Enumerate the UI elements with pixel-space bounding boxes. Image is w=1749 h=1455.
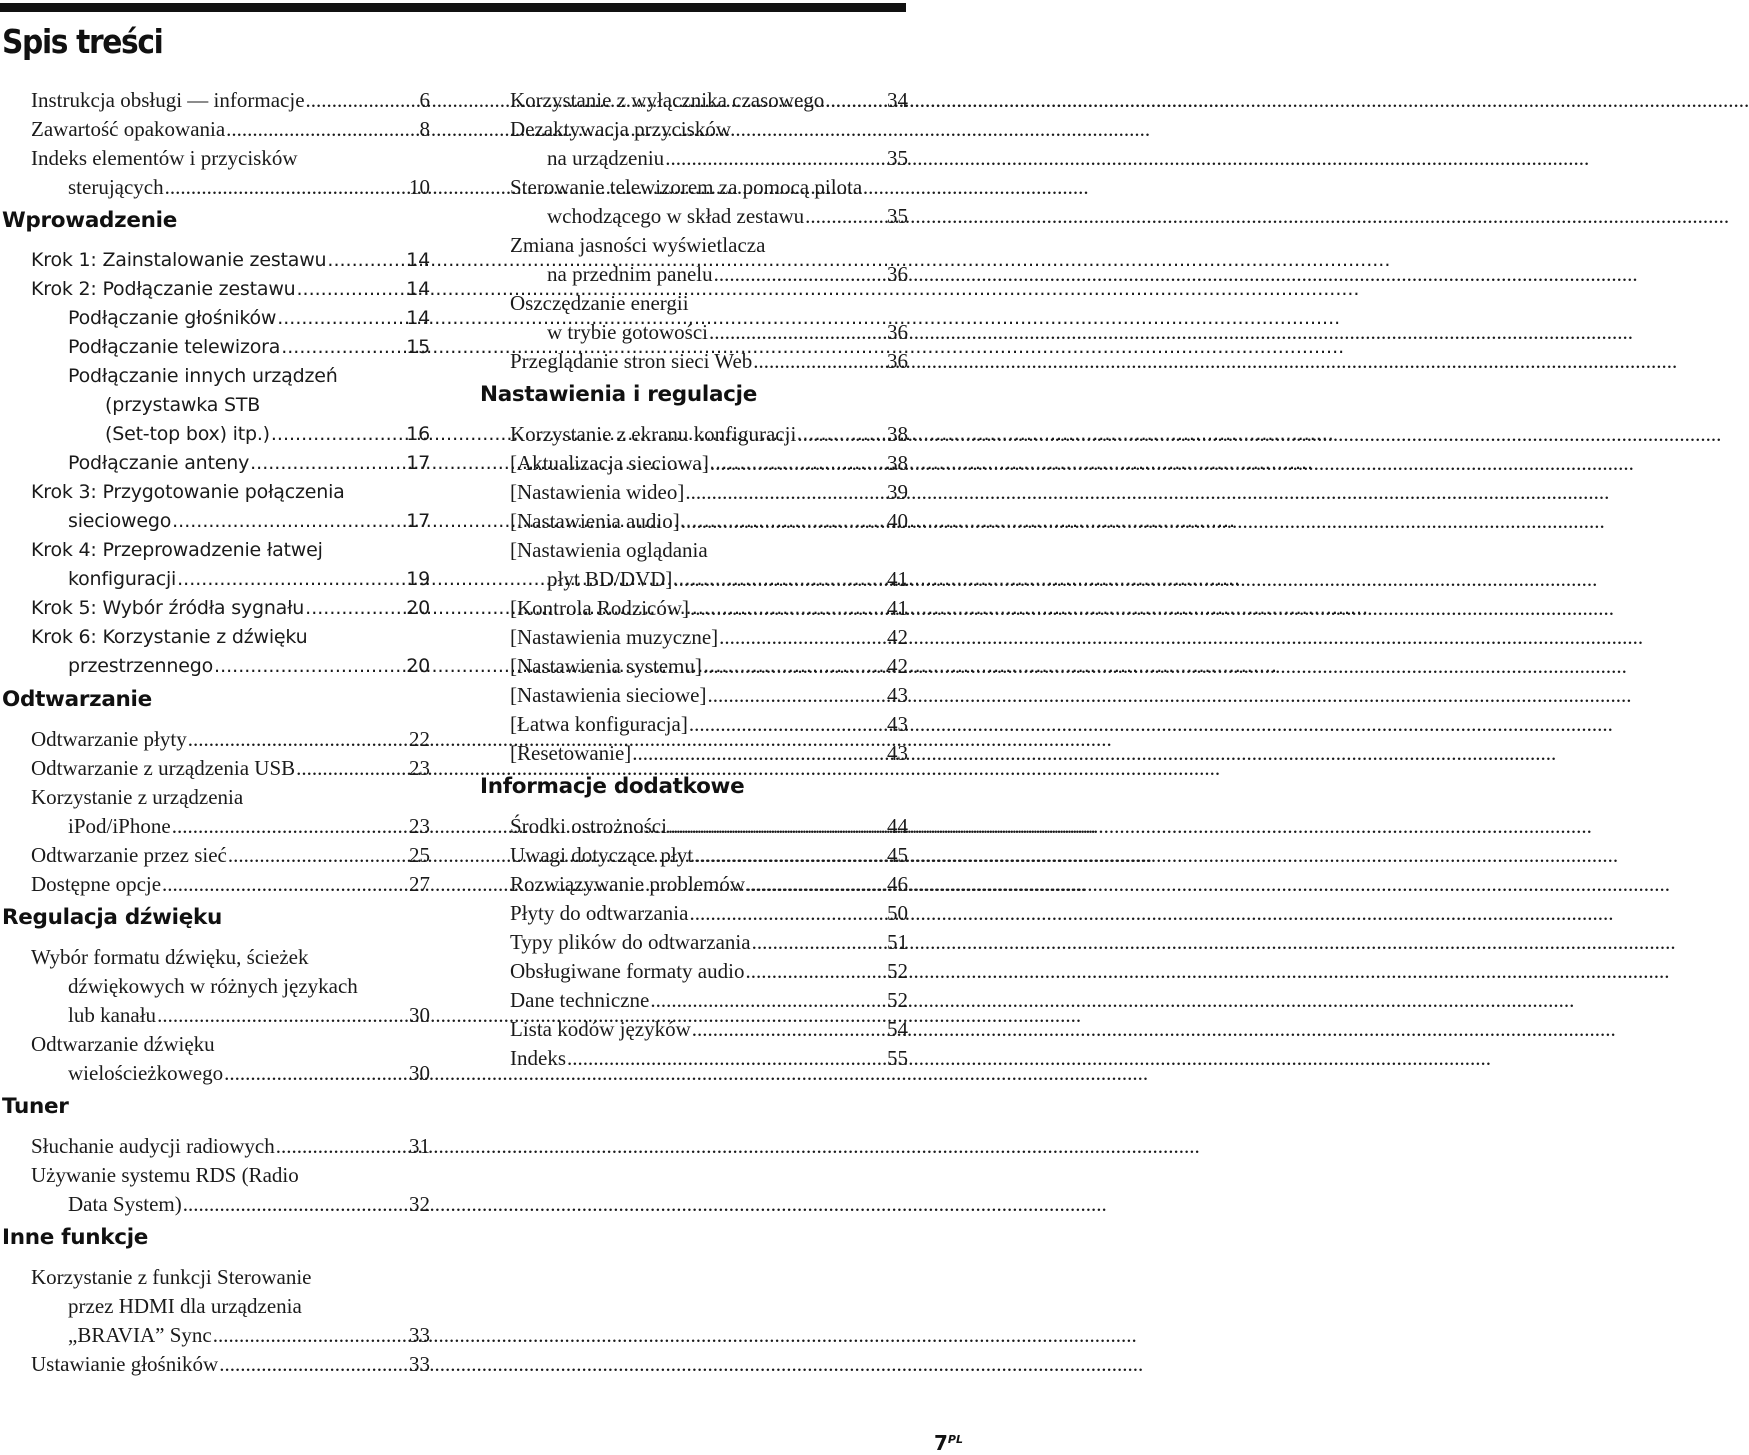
dot-leader <box>566 1044 887 1073</box>
toc-entry-title: [Nastawienia oglądania <box>510 538 708 562</box>
toc-page-number: 43 <box>887 683 908 707</box>
dot-leader <box>718 623 887 652</box>
toc-entry-title: przestrzennego <box>68 655 214 677</box>
toc-page-number: 45 <box>887 843 908 867</box>
toc-entry-title: Podłączanie innych urządzeń <box>68 365 338 387</box>
dot-leader <box>649 986 887 1015</box>
toc-entry-title: Instrukcja obsługi — informacje <box>31 88 305 112</box>
toc-entry-line <box>31 783 430 812</box>
toc-entry-title: dźwiękowych w różnych językach <box>68 974 358 998</box>
toc-page-number: 10 <box>409 175 430 199</box>
dot-leader <box>709 449 887 478</box>
toc-entry[interactable] <box>31 841 430 870</box>
toc-entry[interactable] <box>510 594 908 623</box>
dot-leader <box>688 710 887 739</box>
dot-leader <box>684 478 887 507</box>
toc-entry-title: sterujących <box>68 175 164 199</box>
dot-leader <box>276 304 406 333</box>
dot-leader <box>745 870 887 899</box>
toc-entry[interactable] <box>510 681 908 710</box>
toc-page-number: 6 <box>419 88 430 112</box>
toc-entry-title: [Nastawienia audio] <box>510 509 680 533</box>
toc-entry-title: Krok 5: Wybór źródła sygnału <box>31 597 305 619</box>
section-heading: Inne funkcje <box>2 1225 149 1250</box>
toc-page-number: 33 <box>409 1352 430 1376</box>
toc-entry-line <box>68 1292 430 1321</box>
dot-leader <box>304 594 406 623</box>
top-rule <box>0 3 906 12</box>
toc-entry[interactable] <box>31 870 430 899</box>
toc-entry[interactable] <box>68 1059 430 1088</box>
toc-entry[interactable] <box>510 652 908 681</box>
toc-entry-title: [Nastawienia muzyczne] <box>510 625 719 649</box>
toc-entry-title: Dostępne opcje <box>31 872 162 896</box>
toc-page-number: 36 <box>887 262 908 286</box>
dot-leader <box>824 86 887 115</box>
toc-entry-title: Odtwarzanie z urządzenia USB <box>31 756 296 780</box>
toc-page-number: 38 <box>887 451 908 475</box>
toc-entry-line <box>510 289 908 318</box>
toc-entry[interactable] <box>510 1044 908 1073</box>
toc-entry-title: Zmiana jasności wyświetlacza <box>510 233 766 257</box>
toc-entry[interactable] <box>510 420 908 449</box>
page-title: Spis treści <box>2 22 163 61</box>
toc-entry[interactable] <box>510 710 908 739</box>
toc-entry[interactable] <box>31 1350 430 1379</box>
toc-entry[interactable] <box>510 899 908 928</box>
toc-page-number: 32 <box>409 1192 430 1216</box>
toc-page-number: 43 <box>887 712 908 736</box>
dot-leader <box>667 812 887 841</box>
toc-entry-title: Korzystanie z ekranu konfiguracji <box>510 422 797 446</box>
toc-page-number: 43 <box>887 741 908 765</box>
dot-leader <box>305 86 420 115</box>
toc-entry-line <box>31 623 430 652</box>
toc-entry-title: Indeks elementów i przycisków <box>31 146 298 170</box>
section-heading: Informacje dodatkowe <box>480 774 745 799</box>
dot-leader <box>296 275 407 304</box>
toc-entry[interactable] <box>68 304 430 333</box>
toc-entry-line <box>68 972 430 1001</box>
toc-entry-title: Korzystanie z funkcji Sterowanie <box>31 1265 312 1289</box>
toc-page-number: 23 <box>409 814 430 838</box>
dot-leader <box>672 565 887 594</box>
toc-entry-title: Odtwarzanie przez sieć <box>31 843 227 867</box>
toc-page-number: 39 <box>887 480 908 504</box>
toc-entry-title: sieciowego <box>68 510 172 532</box>
toc-page-number: 14 <box>406 278 430 300</box>
toc-page-number: 22 <box>409 727 430 751</box>
toc-entry-line <box>31 1161 430 1190</box>
dot-leader <box>688 899 887 928</box>
toc-entry[interactable] <box>510 623 908 652</box>
toc-entry[interactable] <box>510 957 908 986</box>
toc-entry[interactable] <box>547 260 908 289</box>
dot-leader <box>176 565 406 594</box>
dot-leader <box>691 1015 887 1044</box>
dot-leader <box>631 739 887 768</box>
dot-leader <box>212 1321 409 1350</box>
toc-page-number: 46 <box>887 872 908 896</box>
toc-entry-line <box>31 478 430 507</box>
toc-entry[interactable] <box>68 449 430 478</box>
toc-entry-title: Data System) <box>68 1192 182 1216</box>
toc-entry[interactable] <box>31 246 430 275</box>
toc-entry-line <box>31 536 430 565</box>
dot-leader <box>751 928 887 957</box>
dot-leader <box>804 202 887 231</box>
toc-entry[interactable] <box>510 86 908 115</box>
toc-entry-title: Krok 2: Podłączanie zestawu <box>31 278 296 300</box>
toc-page-number: 41 <box>887 567 908 591</box>
toc-page-number: 52 <box>887 988 908 1012</box>
toc-page-number: 19 <box>406 568 430 590</box>
toc-entry-title: płyt BD/DVD] <box>547 567 673 591</box>
toc-page-number: 35 <box>887 146 908 170</box>
toc-entry-line <box>510 231 908 260</box>
toc-entry-title: przez HDMI dla urządzenia <box>68 1294 302 1318</box>
toc-entry[interactable] <box>68 1190 430 1219</box>
toc-entry[interactable] <box>547 202 908 231</box>
dot-leader <box>182 1190 409 1219</box>
dot-leader <box>218 1350 409 1379</box>
dot-leader <box>161 870 409 899</box>
toc-page-number: 36 <box>887 349 908 373</box>
dot-leader <box>707 681 888 710</box>
toc-entry[interactable] <box>510 739 908 768</box>
toc-entry-title: [Nastawienia sieciowe] <box>510 683 707 707</box>
dot-leader <box>796 420 887 449</box>
toc-page-number: 50 <box>887 901 908 925</box>
toc-entry-title: Dane techniczne <box>510 988 650 1012</box>
toc-entry[interactable] <box>510 841 908 870</box>
toc-entry[interactable] <box>31 594 430 623</box>
toc-entry[interactable] <box>31 115 430 144</box>
dot-leader <box>326 246 406 275</box>
toc-entry[interactable] <box>31 86 430 115</box>
toc-page-number: 25 <box>409 843 430 867</box>
toc-entry-title: na urządzeniu <box>547 146 665 170</box>
page-language-code: PL <box>947 1433 963 1446</box>
toc-entry-title: Oszczędzanie energii <box>510 291 689 315</box>
toc-page-number: 14 <box>406 307 430 329</box>
dot-leader <box>693 841 887 870</box>
toc-page-number: 17 <box>406 510 430 532</box>
toc-page-number: 52 <box>887 959 908 983</box>
toc-page-number: 33 <box>409 1323 430 1347</box>
toc-entry-title: wchodzącego w skład zestawu <box>547 204 805 228</box>
dot-leader <box>702 652 887 681</box>
toc-page-number: 20 <box>406 597 430 619</box>
dot-leader <box>680 507 887 536</box>
dot-leader <box>752 347 887 376</box>
dot-leader <box>249 449 406 478</box>
toc-entry-line <box>31 1263 430 1292</box>
toc-entry-title: lub kanału <box>68 1003 157 1027</box>
toc-entry[interactable] <box>510 507 908 536</box>
toc-page-number: 14 <box>406 249 430 271</box>
dot-leader <box>187 725 409 754</box>
dot-leader <box>164 173 409 202</box>
toc-entry[interactable] <box>510 478 908 507</box>
toc-entry-title: „BRAVIA” Sync <box>68 1323 212 1347</box>
toc-entry[interactable] <box>68 173 430 202</box>
toc-entry[interactable] <box>510 928 908 957</box>
toc-entry-title: Krok 1: Zainstalowanie zestawu <box>31 249 327 271</box>
toc-entry[interactable] <box>510 812 908 841</box>
section-heading: Regulacja dźwięku <box>2 905 223 930</box>
dot-leader <box>280 333 406 362</box>
toc-entry-title: w trybie gotowości <box>547 320 708 344</box>
toc-page-number: 31 <box>409 1134 430 1158</box>
toc-entry-title: Indeks <box>510 1046 566 1070</box>
toc-entry-title: Wybór formatu dźwięku, ścieżek <box>31 945 309 969</box>
dot-leader <box>713 260 887 289</box>
toc-entry-title: Używanie systemu RDS (Radio <box>31 1163 299 1187</box>
toc-entry-line <box>510 536 908 565</box>
toc-entry-title: Podłączanie anteny <box>68 452 250 474</box>
toc-entry[interactable] <box>31 725 430 754</box>
dot-leader <box>689 594 887 623</box>
toc-entry-title: Słuchanie audycji radiowych <box>31 1134 275 1158</box>
toc-page-number: 42 <box>887 654 908 678</box>
toc-page-number: 41 <box>887 596 908 620</box>
section-heading: Nastawienia i regulacje <box>480 382 757 407</box>
toc-entry[interactable] <box>105 420 430 449</box>
section-heading: Tuner <box>2 1094 69 1119</box>
toc-entry[interactable] <box>68 1001 430 1030</box>
toc-page-number: 42 <box>887 625 908 649</box>
toc-entry-title: Środki ostrożności <box>510 814 667 838</box>
toc-entry-title: wielościeżkowego <box>68 1061 224 1085</box>
toc-entry-title: na przednim panelu <box>547 262 713 286</box>
page-number <box>934 1428 963 1455</box>
section-heading: Wprowadzenie <box>2 208 177 233</box>
toc-entry-title: [Kontrola Rodziców] <box>510 596 690 620</box>
toc-entry[interactable] <box>31 275 430 304</box>
dot-leader <box>275 1132 409 1161</box>
toc-entry[interactable] <box>547 565 908 594</box>
toc-entry[interactable] <box>510 1015 908 1044</box>
toc-entry-line <box>31 144 430 173</box>
toc-entry-title: Krok 6: Korzystanie z dźwięku <box>31 626 308 648</box>
dot-leader <box>171 812 409 841</box>
toc-entry-title: Krok 3: Przygotowanie połączenia <box>31 481 345 503</box>
toc-page-number: 54 <box>887 1017 908 1041</box>
toc-entry-title: iPod/iPhone <box>68 814 171 838</box>
toc-entry-line <box>68 362 430 391</box>
toc-page-number: 30 <box>409 1061 430 1085</box>
toc-entry[interactable] <box>68 507 430 536</box>
toc-page-number: 35 <box>887 204 908 228</box>
toc-entry-line <box>31 943 430 972</box>
toc-entry-title: (przystawka STB <box>105 394 261 416</box>
toc-entry-title: Płyty do odtwarzania <box>510 901 689 925</box>
toc-entry-title: Obsługiwane formaty audio <box>510 959 745 983</box>
toc-entry-title: konfiguracji <box>68 568 177 590</box>
dot-leader <box>227 841 409 870</box>
dot-leader <box>744 957 887 986</box>
toc-entry-title: Dezaktywacja przycisków <box>510 117 731 141</box>
toc-entry[interactable] <box>510 870 908 899</box>
toc-entry-title: Przeglądanie stron sieci Web <box>510 349 753 373</box>
toc-entry-line <box>510 115 908 144</box>
toc-entry-line <box>31 1030 430 1059</box>
toc-entry-title: Ustawianie głośników <box>31 1352 219 1376</box>
toc-entry-title: Krok 4: Przeprowadzenie łatwej <box>31 539 323 561</box>
toc-page-number: 8 <box>419 117 430 141</box>
toc-entry[interactable] <box>547 144 908 173</box>
toc-entry-title: Lista kodów języków <box>510 1017 691 1041</box>
dot-leader <box>213 652 406 681</box>
toc-entry-title: Podłączanie telewizora <box>68 336 281 358</box>
toc-entry-title: Korzystanie z urządzenia <box>31 785 244 809</box>
toc-page-number: 27 <box>409 872 430 896</box>
section-heading: Odtwarzanie <box>2 687 152 712</box>
dot-leader <box>664 144 887 173</box>
toc-page-number: 17 <box>406 452 430 474</box>
toc-entry[interactable] <box>510 347 908 376</box>
dot-leader <box>225 115 419 144</box>
toc-entry-title: [Nastawienia wideo] <box>510 480 685 504</box>
dot-leader <box>156 1001 409 1030</box>
toc-entry-line <box>105 391 430 420</box>
dot-leader <box>223 1059 409 1088</box>
toc-entry-title: Sterowanie telewizorem za pomocą pilota <box>510 175 863 199</box>
toc-entry[interactable] <box>547 318 908 347</box>
toc-entry[interactable] <box>510 449 908 478</box>
page-number-value: 7 <box>934 1431 948 1455</box>
toc-page-number: 34 <box>887 88 908 112</box>
toc-entry[interactable] <box>510 986 908 1015</box>
toc-page-number: 23 <box>409 756 430 780</box>
toc-page-number: 16 <box>406 423 430 445</box>
toc-entry-title: Odtwarzanie dźwięku <box>31 1032 215 1056</box>
toc-page-number: 36 <box>887 320 908 344</box>
toc-page-number: 40 <box>887 509 908 533</box>
toc-entry-title: [Nastawienia systemu] <box>510 654 702 678</box>
toc-entry-title: Korzystanie z wyłącznika czasowego <box>510 88 825 112</box>
toc-entry-title: Rozwiązywanie problemów <box>510 872 746 896</box>
dot-leader <box>708 318 887 347</box>
toc-entry[interactable] <box>68 1321 430 1350</box>
toc-entry-title: [Resetowanie] <box>510 741 632 765</box>
toc-entry-title: Podłączanie głośników <box>68 307 277 329</box>
toc-entry-title: Uwagi dotyczące płyt <box>510 843 694 867</box>
dot-leader <box>171 507 406 536</box>
toc-page-number: 55 <box>887 1046 908 1070</box>
toc-entry[interactable] <box>68 812 430 841</box>
toc-entry[interactable] <box>31 754 430 783</box>
toc-entry-title: Typy plików do odtwarzania <box>510 930 751 954</box>
toc-entry[interactable] <box>68 333 430 362</box>
toc-entry-title: (Set-top box) itp.) <box>105 423 270 445</box>
toc-page-number: 15 <box>406 336 430 358</box>
toc-entry-title: Odtwarzanie płyty <box>31 727 187 751</box>
toc-entry-title: [Aktualizacja sieciowa] <box>510 451 709 475</box>
toc-page-number: 20 <box>406 655 430 677</box>
toc-page-number: 30 <box>409 1003 430 1027</box>
toc-entry-line <box>510 173 908 202</box>
toc-page-number: 44 <box>887 814 908 838</box>
dot-leader <box>270 420 406 449</box>
toc-page-number: 51 <box>887 930 908 954</box>
toc-entry[interactable] <box>31 1132 430 1161</box>
toc-page-number: 38 <box>887 422 908 446</box>
toc-entry[interactable] <box>68 565 430 594</box>
toc-entry-title: Zawartość opakowania <box>31 117 226 141</box>
toc-entry-title: [Łatwa konfiguracja] <box>510 712 688 736</box>
dot-leader <box>295 754 409 783</box>
toc-entry[interactable] <box>68 652 430 681</box>
